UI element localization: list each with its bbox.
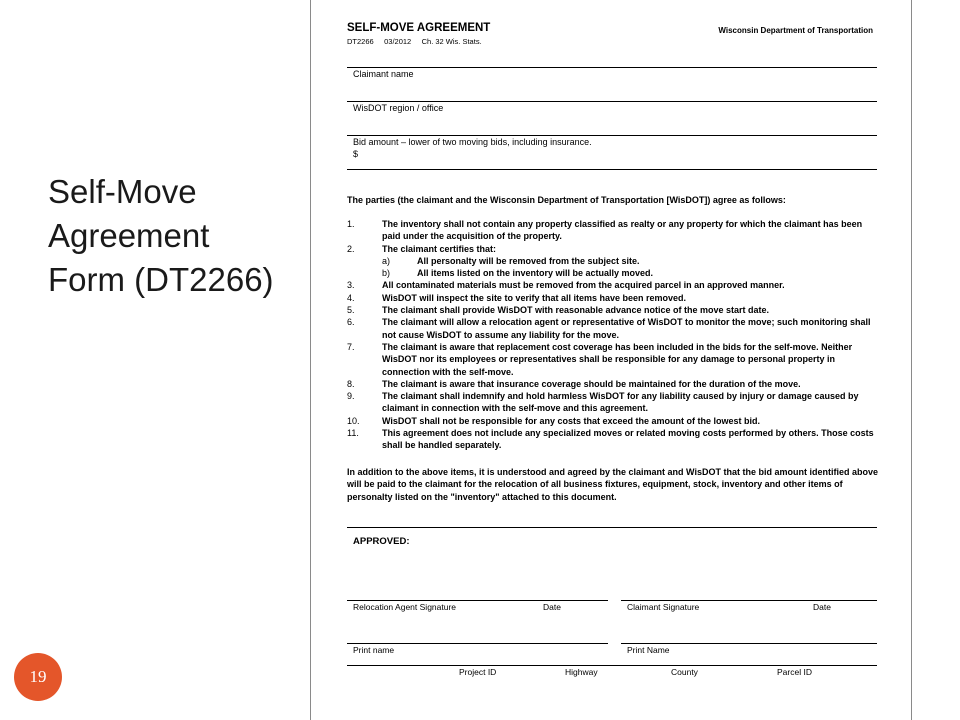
slide-title-line-1: Self-Move xyxy=(48,173,197,210)
slide-title-line-2: Agreement xyxy=(48,217,210,254)
parcel-id-label: Parcel ID xyxy=(777,667,812,677)
term-item: 4. WisDOT will inspect the site to verify that all items have been removed. xyxy=(347,292,687,303)
project-id-label: Project ID xyxy=(459,667,497,677)
agreement-intro: The parties (the claimant and the Wisconsin Department of Transportation [WisDOT]) agree as follows: xyxy=(347,195,786,205)
claimant-signature-label: Claimant Signature xyxy=(627,602,700,612)
agent-print-label: Print name xyxy=(353,645,395,655)
footer-fields-line[interactable] xyxy=(347,665,877,666)
agent-date-label: Date xyxy=(543,602,561,612)
department-name: Wisconsin Department of Transportation xyxy=(718,26,873,35)
region-office-label: WisDOT region / office xyxy=(353,103,444,113)
approved-heading: APPROVED: xyxy=(353,536,410,547)
term-item: 11. This agreement does not include any specialized moves or related moving costs performed by others. Those costs shall be handled separately. xyxy=(347,428,874,451)
slide-title xyxy=(48,170,298,302)
slide-title-line-3: Form (DT2266) xyxy=(48,261,274,298)
term-item: 3. All contaminated materials must be removed from the acquired parcel in an approved manner. xyxy=(347,280,785,291)
form-code: DT2266 03/2012 Ch. 32 Wis. Stats. xyxy=(347,37,482,46)
term-item: 7. The claimant is aware that replacement cost coverage has been included in the bids for the self-move. Neither WisDOT nor its employees or representatives shall be responsible for any damage to personal property in connection with the self-move. xyxy=(347,341,853,377)
divider xyxy=(347,527,877,528)
claimant-signature-line[interactable] xyxy=(621,600,877,601)
term-item: 8. The claimant is aware that insurance coverage should be maintained for the duration of the move. xyxy=(347,378,801,389)
page-number-badge: 19 xyxy=(14,653,62,701)
claimant-print-line[interactable] xyxy=(621,643,877,644)
county-label: County xyxy=(671,667,698,677)
divider xyxy=(347,67,877,68)
term-item: 1. The inventory shall not contain any property classified as realty or any property for which the claimant has been paid under the acquisition of the property. xyxy=(347,219,863,242)
agent-signature-line[interactable] xyxy=(347,600,608,601)
currency-symbol: $ xyxy=(353,149,359,159)
claimant-print-label: Print Name xyxy=(627,645,670,655)
bid-amount-line[interactable] xyxy=(347,169,877,170)
term-item: 5. The claimant shall provide WisDOT with reasonable advance notice of the move start date. xyxy=(347,305,770,316)
region-office-line[interactable] xyxy=(347,135,877,136)
term-item: 10. WisDOT shall not be responsible for any costs that exceed the amount of the lowest bid. xyxy=(347,415,760,426)
sub-item: b) All items listed on the inventory will be actually moved. xyxy=(382,268,654,279)
agent-signature-label: Relocation Agent Signature xyxy=(353,602,457,612)
term-item: 6. The claimant will allow a relocation agent or representative of WisDOT to monitor the move; such monitoring shall not cause WisDOT to assume any liability for the move. xyxy=(347,317,871,340)
claimant-name-line[interactable] xyxy=(347,101,877,102)
agreement-terms xyxy=(347,218,879,452)
sub-item: a) All personalty will be removed from the subject site. xyxy=(382,255,640,266)
bid-amount-label: Bid amount – lower of two moving bids, including insurance. xyxy=(353,137,592,147)
highway-label: Highway xyxy=(565,667,598,677)
claimant-name-label: Claimant name xyxy=(353,69,414,79)
form-title: SELF-MOVE AGREEMENT xyxy=(347,22,491,34)
term-item: 9. The claimant shall indemnify and hold harmless WisDOT for any liability caused by injury or damage caused by claimant in connection with the self-move and this agreement. xyxy=(347,391,859,414)
form-document xyxy=(310,0,912,720)
claimant-date-label: Date xyxy=(813,602,831,612)
term-item: 2. The claimant certifies that: a) All personalty will be removed from the subject site. b) All items listed on the inventory will be actually moved. xyxy=(347,243,879,280)
closing-paragraph: In addition to the above items, it is understood and agreed by the claimant and WisDOT that the bid amount identified above will be paid to the claimant for the relocation of all business fixtures, equipment, stock, inventory and other items of personalty listed on the "inventory" attached to this document. xyxy=(347,467,878,502)
agent-print-line[interactable] xyxy=(347,643,608,644)
